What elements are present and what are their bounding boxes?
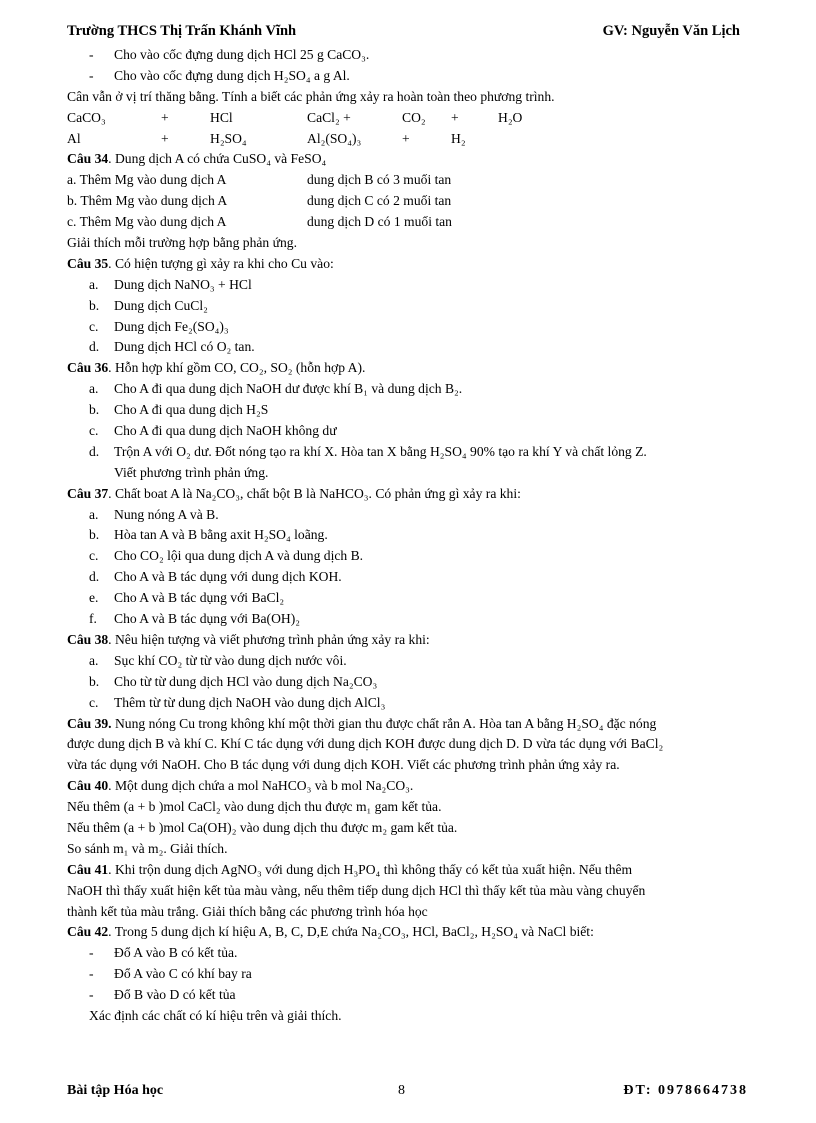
paragraph-line: vừa tác dụng với NaOH. Cho B tác dụng với dung dịch KOH. Viết các phương trình phản ứng xảy ra. [67, 757, 620, 773]
bullet-item: - Cho vào cốc đựng dung dịch H₂SO₄ a g Al. [89, 67, 350, 83]
question-34: Câu 34. Dung dịch A có chứa CuSO₄ và FeSO₄ [67, 151, 327, 167]
bullet-item: - Đổ B vào D có kết tủa [89, 987, 236, 1003]
paragraph-line: So sánh m₁ và m₂. Giải thích. [67, 840, 228, 856]
bullet-item: - Cho vào cốc đựng dung dịch HCl 25 g CaCO₃. [89, 47, 370, 62]
paragraph-line: NaOH thì thấy xuất hiện kết tủa màu vàng, nếu thêm tiếp dung dịch HCl thì thấy kết tủa màu vàng chuyển [67, 882, 646, 898]
list-item: c. Cho A đi qua dung dịch NaOH không dư [89, 423, 337, 439]
list-item: b. Cho A đi qua dung dịch H₂S [89, 402, 269, 418]
list-item: b. Dung dịch CuCl₂ [89, 297, 208, 313]
list-item: d. Trộn A với O₂ dư. Đốt nóng tạo ra khí X. Hòa tan X bằng H₂SO₄ 90% tạo ra khí Y và chất lỏng Z. [89, 443, 647, 459]
question-37: Câu 37. Chất boat A là Na₂CO₃, chất bột B là NaHCO₃. Có phản ứng gì xảy ra khi: [67, 485, 521, 501]
list-item: c. Thêm Mg vào dung dịch A dung dịch D có 1 muối tan [67, 214, 452, 230]
list-item: a. Sục khí CO₂ từ từ vào dung dịch nước vôi. [89, 652, 347, 668]
list-item: f. Cho A và B tác dụng với Ba(OH)₂ [89, 611, 300, 627]
paragraph: Cân vẫn ở vị trí thăng bằng. Tính a biết các phản ứng xảy ra hoàn toàn theo phương trình. [67, 88, 555, 104]
list-item: c. Thêm từ từ dung dịch NaOH vào dung dịch AlCl₃ [89, 694, 386, 710]
footer-phone: ĐT: 0978664738 [623, 1083, 748, 1098]
question-39: Câu 39. Nung nóng Cu trong không khí một thời gian thu được chất rắn A. Hòa tan A bằng H₂SO₄ đặc nóng [67, 715, 657, 731]
list-item: a. Nung nóng A và B. [89, 506, 219, 522]
bullet-item: - Đổ A vào B có kết tủa. [89, 945, 238, 961]
question-41: Câu 41. Khi trộn dung dịch AgNO₃ với dung dịch H₃PO₄ thì không thấy có kết tủa xuất hiện. Nếu thêm [67, 861, 633, 877]
list-item: b. Cho từ từ dung dịch HCl vào dung dịch Na₂CO₃ [89, 673, 378, 689]
page-header [67, 23, 740, 40]
list-item: a. Dung dịch NaNO₃ + HCl [89, 276, 252, 292]
paragraph-line: Nếu thêm (a + b )mol CaCl₂ vào dung dịch thu được m₁ gam kết tủa. [67, 799, 442, 815]
list-item: b. Thêm Mg vào dung dịch A dung dịch C có 2 muối tan [67, 193, 452, 209]
paragraph-line: Nếu thêm (a + b )mol Ca(OH)₂ vào dung dịch thu được m₂ gam kết tủa. [67, 819, 458, 835]
paragraph-line: được dung dịch B và khí C. Khí C tác dụng với dung dịch KOH được dung dịch D. D vừa tác dụng với BaCl₂ [67, 736, 664, 752]
question-40: Câu 40. Một dung dịch chứa a mol NaHCO₃ và b mol Na₂CO₃. [67, 778, 414, 794]
reaction-equation: Al + H₂SO₄ Al₂(SO₄)₃ + H₂ [67, 130, 466, 146]
list-item: b. Hòa tan A và B bằng axit H₂SO₄ loãng. [89, 527, 328, 543]
list-item: a. Cho A đi qua dung dịch NaOH dư được khí B₁ và dung dịch B₂. [89, 381, 463, 397]
list-item: d. Cho A và B tác dụng với dung dịch KOH. [89, 569, 342, 585]
reaction-equation: CaCO₃ + HCl CaCl₂ + CO₂ + H₂O [67, 109, 523, 125]
page-number: 8 [398, 1083, 405, 1098]
list-item: d. Dung dịch HCl có O₂ tan. [89, 339, 255, 355]
question-42: Câu 42. Trong 5 dung dịch kí hiệu A, B, C, D,E chứa Na₂CO₃, HCl, BaCl₂, H₂SO₄ và NaCl biết: [67, 924, 594, 940]
question-35: Câu 35. Có hiện tượng gì xảy ra khi cho Cu vào: [67, 255, 334, 271]
paragraph: Giải thích mỗi trường hợp bằng phản ứng. [67, 235, 297, 251]
footer-title: Bài tập Hóa học [67, 1083, 164, 1098]
list-item: e. Cho A và B tác dụng với BaCl₂ [89, 590, 285, 606]
list-item-continuation: Viết phương trình phản ứng. [114, 464, 269, 480]
teacher-name: GV: Nguyễn Văn Lịch [602, 23, 740, 39]
list-item: c. Cho CO₂ lội qua dung dịch A và dung dịch B. [89, 548, 364, 564]
school-name: Trường THCS Thị Trấn Khánh Vĩnh [67, 23, 297, 39]
list-item: a. Thêm Mg vào dung dịch A dung dịch B có 3 muối tan [67, 172, 452, 188]
document-body [67, 45, 757, 1027]
question-36: Câu 36. Hỗn hợp khí gồm CO, CO₂, SO₂ (hỗn hợp A). [67, 360, 366, 376]
paragraph: Xác định các chất có kí hiệu trên và giải thích. [89, 1007, 342, 1023]
bullet-item: - Đổ A vào C có khí bay ra [89, 966, 252, 982]
list-item: c. Dung dịch Fe₂(SO₄)₃ [89, 318, 229, 334]
paragraph-line: thành kết tủa màu trắng. Giải thích bằng các phương trình hóa học [67, 903, 428, 919]
question-38: Câu 38. Nêu hiện tượng và viết phương trình phản ứng xảy ra khi: [67, 631, 430, 647]
page-footer [67, 1083, 748, 1103]
